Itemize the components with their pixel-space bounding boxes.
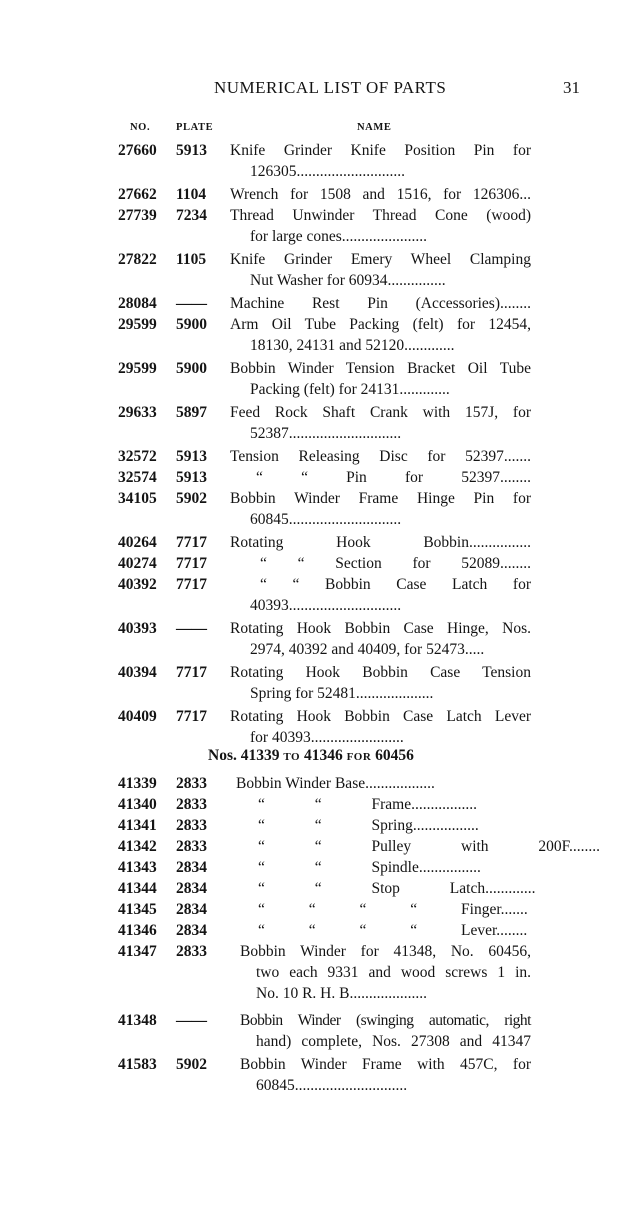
plate-number: 5902 [176,490,207,507]
part-number: 27662 [118,186,157,203]
plate-number: 2833 [176,838,207,855]
plate-number: 2833 [176,943,207,960]
part-number: 41583 [118,1056,157,1073]
part-name: Bobbin Winder Frame with 457C, for [240,1056,531,1073]
part-name: “ “ Pulley with 200F........ [258,838,601,855]
part-name-cont: for 40393........................ [250,729,404,746]
part-number: 32574 [118,469,157,486]
part-name: “ “ Bobbin Case Latch for [260,576,531,593]
section-mid: 41346 [300,747,347,764]
plate-number: 7717 [176,534,207,551]
column-header-no: NO. [130,122,151,133]
part-number: 40409 [118,708,157,725]
page-header [0,78,644,100]
column-header-name: NAME [357,122,392,133]
part-number: 34105 [118,490,157,507]
plate-number: 2834 [176,901,207,918]
plate-number: —— [176,295,207,312]
part-name: Bobbin Winder for 41348, No. 60456, [240,943,531,960]
part-name-cont: hand) complete, Nos. 27308 and 41347 [256,1033,531,1050]
part-number: 27822 [118,251,157,268]
plate-number: 5902 [176,1056,207,1073]
part-name-cont: 60845............................. [250,511,402,528]
part-name: Arm Oil Tube Packing (felt) for 12454, [230,316,531,333]
plate-number: 5913 [176,448,207,465]
part-name-cont: Spring for 52481.................... [250,685,434,702]
part-number: 41342 [118,838,157,855]
part-name: “ “ “ “ Lever........ [258,922,528,939]
part-number: 41347 [118,943,157,960]
part-name: Machine Rest Pin (Accessories)........ [230,295,531,312]
plate-number: 7717 [176,555,207,572]
page-title: NUMERICAL LIST OF PARTS [214,78,447,97]
section-to: TO [283,751,301,763]
part-name: Bobbin Winder (swinging automatic, right [240,1012,531,1029]
part-name: Bobbin Winder Tension Bracket Oil Tube [230,360,531,377]
part-number: 40264 [118,534,157,551]
part-number: 41344 [118,880,157,897]
plate-number: 2834 [176,880,207,897]
part-name: Rotating Hook Bobbin................ [230,534,531,551]
plate-number: 2833 [176,817,207,834]
part-name: Feed Rock Shaft Crank with 157J, for [230,404,531,421]
part-number: 40393 [118,620,157,637]
plate-number: 5897 [176,404,207,421]
part-name-cont: 52387............................. [250,425,402,442]
plate-number: 7717 [176,664,207,681]
plate-number: 1105 [176,251,207,268]
part-number: 41343 [118,859,157,876]
part-name-cont: Packing (felt) for 24131............. [250,381,450,398]
section-heading [208,747,414,765]
section-suffix: 60456 [371,747,414,764]
part-number: 40394 [118,664,157,681]
part-name-cont: two each 9331 and wood screws 1 in. [256,964,531,981]
part-number: 41348 [118,1012,157,1029]
part-name-cont: for large cones...................... [250,228,428,245]
part-number: 27739 [118,207,157,224]
part-number: 41345 [118,901,157,918]
part-number: 41340 [118,796,157,813]
part-name-cont: 2974, 40392 and 40409, for 52473..... [250,641,485,658]
plate-number: 7717 [176,708,207,725]
part-name: “ “ Spindle................ [258,859,481,876]
part-name: Knife Grinder Emery Wheel Clamping [230,251,531,268]
part-name-cont: 18130, 24131 and 52120............. [250,337,455,354]
part-name-cont: Nut Washer for 60934............... [250,272,446,289]
part-name: Bobbin Winder Frame Hinge Pin for [230,490,531,507]
part-number: 29599 [118,316,157,333]
plate-number: 5913 [176,469,207,486]
part-name-cont: 40393............................. [250,597,402,614]
part-name: Bobbin Winder Base.................. [236,775,435,792]
part-number: 40392 [118,576,157,593]
part-number: 41346 [118,922,157,939]
page-number: 31 [563,78,580,97]
part-number: 41339 [118,775,157,792]
part-name: Tension Releasing Disc for 52397....... [230,448,531,465]
plate-number: 5900 [176,316,207,333]
part-number: 29633 [118,404,157,421]
part-name: “ “ “ “ Finger....... [258,901,528,918]
part-number: 28084 [118,295,157,312]
plate-number: 7717 [176,576,207,593]
part-name: “ “ Pin for 52397........ [256,469,531,486]
part-name: Rotating Hook Bobbin Case Hinge, Nos. [230,620,531,637]
section-for: FOR [346,751,372,763]
part-number: 40274 [118,555,157,572]
plate-number: 2833 [176,775,207,792]
part-number: 41341 [118,817,157,834]
part-number: 32572 [118,448,157,465]
part-number: 27660 [118,142,157,159]
plate-number: 5913 [176,142,207,159]
part-name: “ “ Spring................. [258,817,479,834]
part-name: “ “ Section for 52089........ [260,555,531,572]
part-name: Rotating Hook Bobbin Case Latch Lever [230,708,531,725]
part-name: “ “ Stop Latch............. [258,880,536,897]
plate-number: 7234 [176,207,207,224]
part-name: Thread Unwinder Thread Cone (wood) [230,207,531,224]
plate-number: —— [176,620,207,637]
part-name: “ “ Frame................. [258,796,477,813]
plate-number: 5900 [176,360,207,377]
part-name-cont: No. 10 R. H. B.................... [256,985,427,1002]
plate-number: 1104 [176,186,207,203]
part-name: Knife Grinder Knife Position Pin for [230,142,531,159]
part-number: 29599 [118,360,157,377]
plate-number: —— [176,1012,207,1029]
part-name: Rotating Hook Bobbin Case Tension [230,664,531,681]
column-header-plate: PLATE [176,122,214,133]
part-name-cont: 126305............................ [250,163,405,180]
plate-number: 2834 [176,859,207,876]
section-prefix: Nos. 41339 [208,747,284,764]
part-name: Wrench for 1508 and 1516, for 126306... [230,186,531,203]
part-name-cont: 60845............................. [256,1077,408,1094]
plate-number: 2834 [176,922,207,939]
plate-number: 2833 [176,796,207,813]
